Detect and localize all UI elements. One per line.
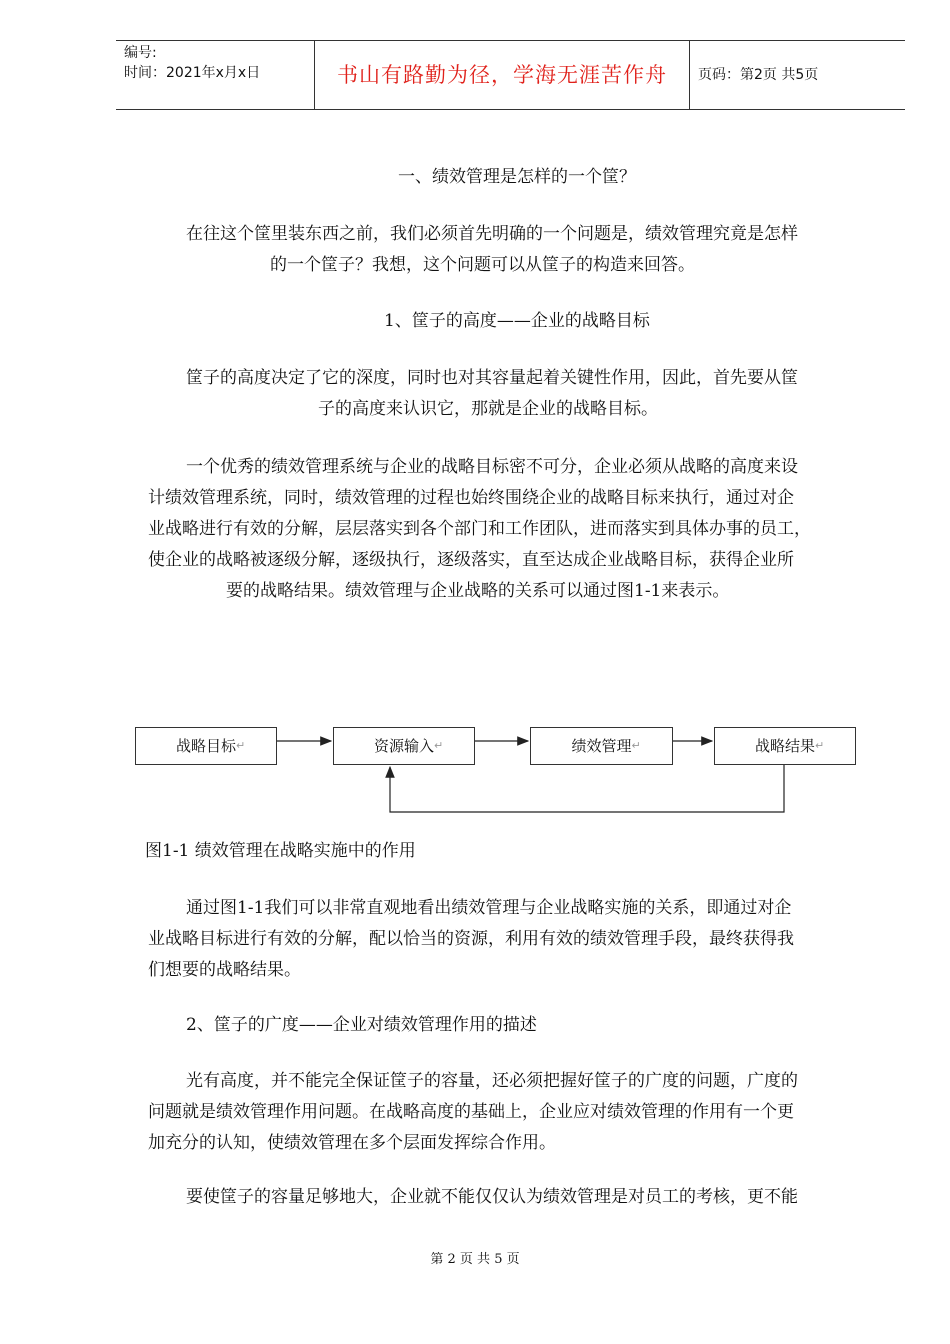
paragraph-line: 们想要的战略结果。 bbox=[148, 960, 301, 980]
flow-box-strategic-result bbox=[714, 727, 856, 765]
flow-box-performance-management bbox=[530, 727, 673, 765]
feedback-loop-arrow bbox=[390, 765, 784, 812]
subsection-heading: 2、筐子的广度——企业对绩效管理作用的描述 bbox=[186, 1015, 537, 1035]
paragraph-line: 问题就是绩效管理作用问题。在战略高度的基础上，企业应对绩效管理的作用有一个更 bbox=[148, 1102, 794, 1122]
paragraph-line: 使企业的战略被逐级分解，逐级执行，逐级落实，直至达成企业战略目标，获得企业所 bbox=[148, 550, 794, 570]
paragraph-line: 通过图1-1我们可以非常直观地看出绩效管理与企业战略实施的关系，即通过对企 bbox=[186, 898, 792, 918]
return-mark: ↵ bbox=[815, 739, 825, 752]
subsection-heading: 1、筐子的高度——企业的战略目标 bbox=[384, 311, 650, 331]
paragraph-line: 业战略目标进行有效的分解，配以恰当的资源，利用有效的绩效管理手段，最终获得我 bbox=[148, 929, 794, 949]
paragraph-line: 业战略进行有效的分解，层层落实到各个部门和工作团队，进而落实到具体办事的员工， bbox=[148, 519, 811, 539]
paragraph-line: 在往这个筐里装东西之前，我们必须首先明确的一个问题是，绩效管理究竟是怎样 bbox=[186, 224, 798, 244]
doc-time-label: 时间：2021年x月x日 bbox=[124, 65, 261, 81]
header-motto: 书山有路勤为径，学海无涯苦作舟 bbox=[315, 41, 690, 109]
header-page-info: 页码：第2页 共5页 bbox=[698, 67, 819, 83]
paragraph-line: 一个优秀的绩效管理系统与企业的战略目标密不可分，企业必须从战略的高度来设 bbox=[186, 457, 798, 477]
section-heading: 一、绩效管理是怎样的一个筐？ bbox=[398, 167, 636, 187]
flow-box-label: 战略结果 bbox=[754, 737, 815, 755]
flow-box-label: 绩效管理 bbox=[571, 737, 632, 755]
figure-caption: 图1-1 绩效管理在战略实施中的作用 bbox=[145, 841, 416, 861]
flow-box-strategic-goal bbox=[135, 727, 277, 765]
doc-number-label: 编号: bbox=[124, 45, 157, 61]
paragraph-line: 计绩效管理系统，同时，绩效管理的过程也始终围绕企业的战略目标来执行，通过对企 bbox=[148, 488, 794, 508]
paragraph-line: 要的战略结果。绩效管理与企业战略的关系可以通过图1-1来表示。 bbox=[226, 581, 730, 601]
flow-box-label: 战略目标 bbox=[175, 737, 236, 755]
paragraph-line: 的一个筐子？我想，这个问题可以从筐子的构造来回答。 bbox=[270, 255, 695, 275]
return-mark: ↵ bbox=[434, 739, 444, 752]
paragraph-line: 子的高度来认识它，那就是企业的战略目标。 bbox=[318, 399, 658, 419]
return-mark: ↵ bbox=[631, 739, 641, 752]
paragraph-line: 筐子的高度决定了它的深度，同时也对其容量起着关键性作用，因此，首先要从筐 bbox=[186, 368, 798, 388]
paragraph-line: 光有高度，并不能完全保证筐子的容量，还必须把握好筐子的广度的问题，广度的 bbox=[186, 1071, 798, 1091]
flow-box-resource-input bbox=[333, 727, 475, 765]
page-footer: 第 2 页 共 5 页 bbox=[430, 1252, 520, 1267]
flow-box-label: 资源输入 bbox=[373, 737, 434, 755]
paragraph-line: 加充分的认知，使绩效管理在多个层面发挥综合作用。 bbox=[148, 1133, 556, 1153]
paragraph-line: 要使筐子的容量足够地大，企业就不能仅仅认为绩效管理是对员工的考核，更不能 bbox=[186, 1187, 798, 1207]
return-mark: ↵ bbox=[236, 739, 246, 752]
